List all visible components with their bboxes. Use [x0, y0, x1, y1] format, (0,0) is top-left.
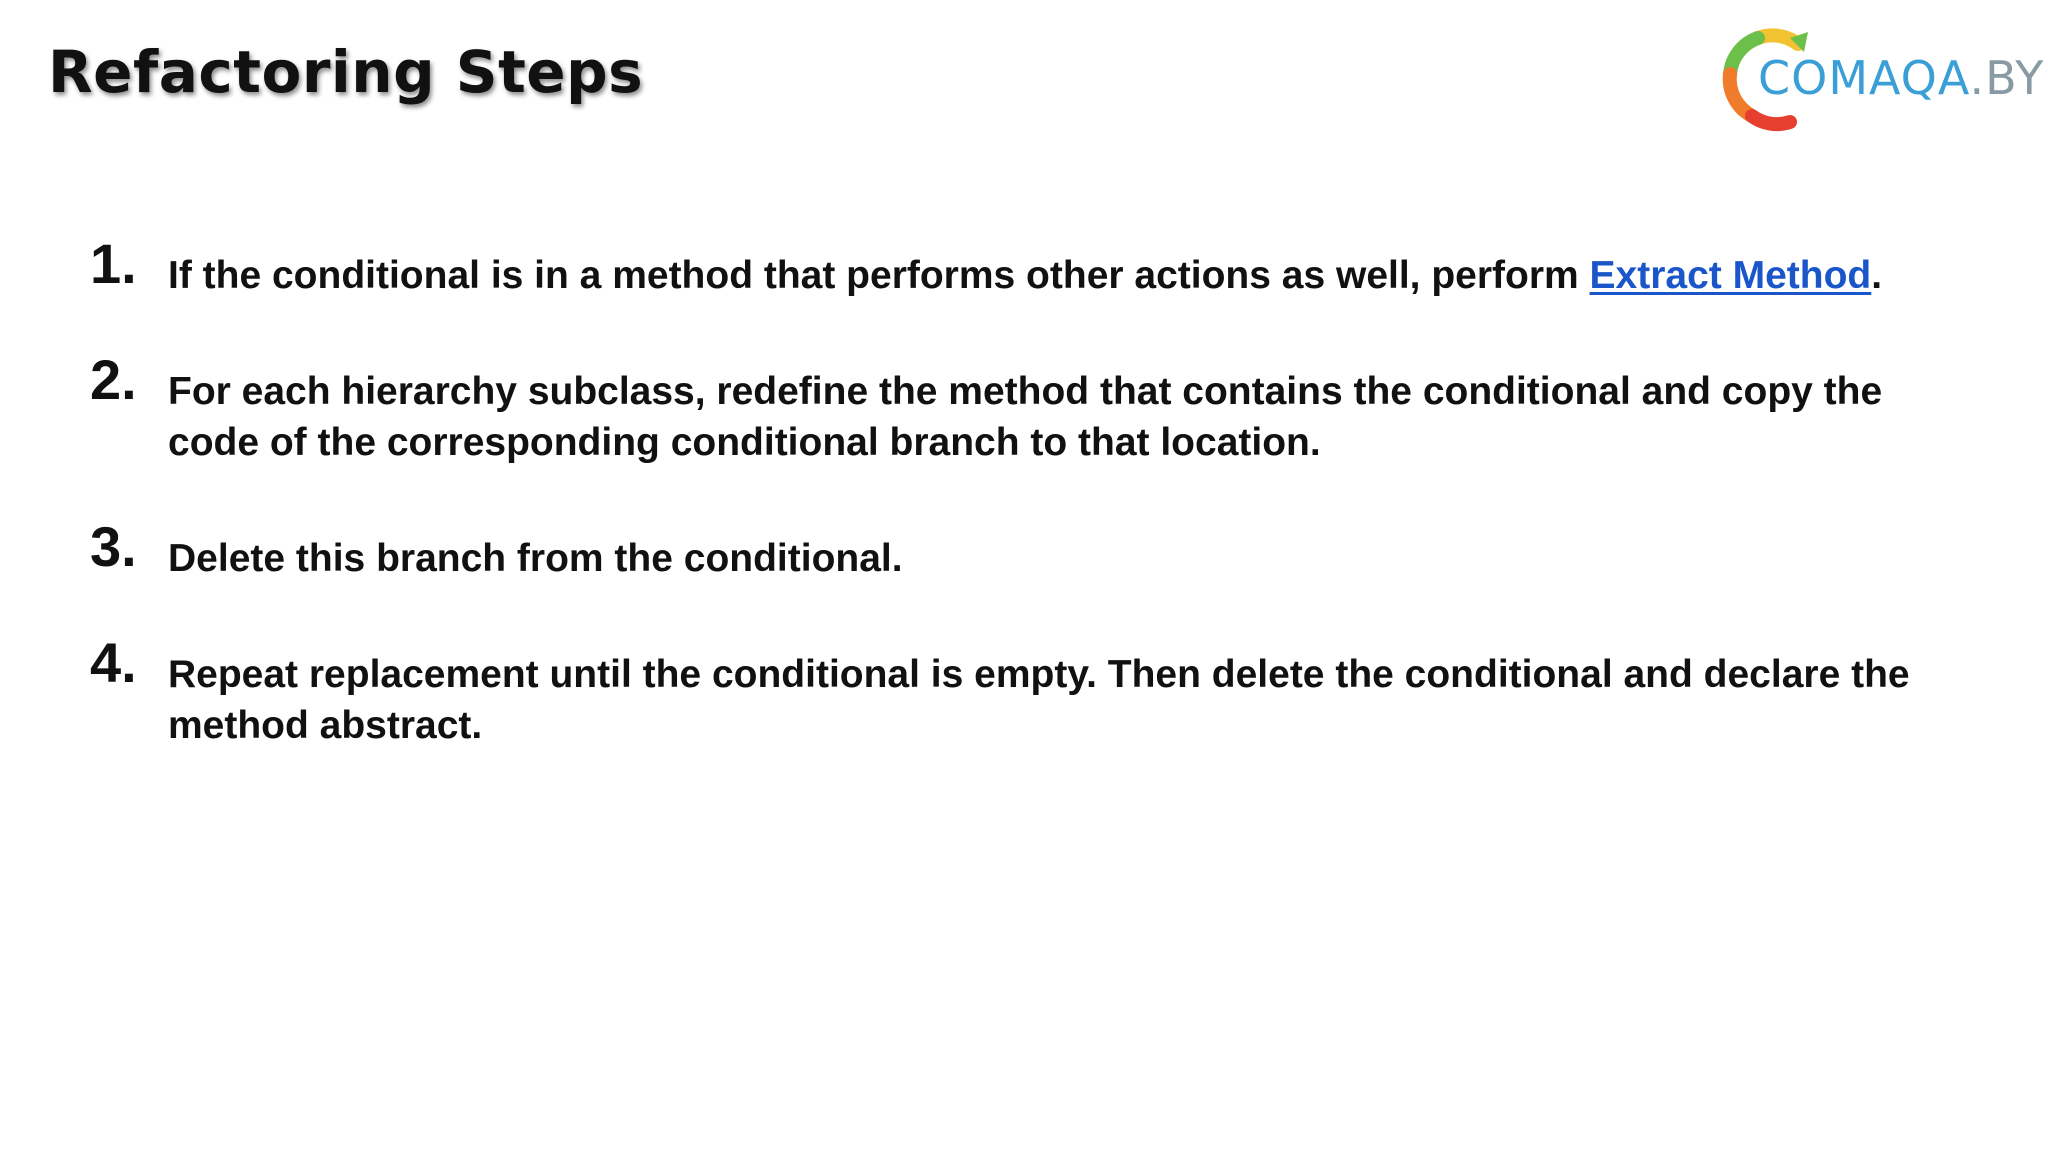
step-4: [90, 631, 1930, 751]
logo-suffix: .BY: [1969, 51, 2045, 105]
comaqa-logo: [1718, 26, 2045, 132]
step-text: For each hierarchy subclass, redefine the method that contains the conditional and copy the code of the corresponding conditional branch to that location.: [168, 370, 1883, 464]
extract-method-link[interactable]: Extract Method: [1589, 254, 1872, 297]
step-number: 3.: [90, 515, 137, 578]
step-text: Repeat replacement until the conditional is empty. Then delete the conditional and declare the method abstract.: [168, 653, 1910, 747]
slide-title: Refactoring Steps: [48, 38, 644, 106]
step-3: [90, 515, 1930, 584]
step-text: [168, 236, 1930, 301]
logo-wordmark: [1758, 51, 2044, 105]
step-text-after-link: .: [1871, 254, 1883, 297]
step-1: [90, 232, 1930, 301]
step-number: 1.: [90, 232, 137, 295]
step-text-before-link: If the conditional is in a method that performs other actions as well, perform: [168, 254, 1590, 297]
refactoring-steps-list: [90, 232, 1930, 802]
step-text: Delete this branch from the conditional.: [168, 537, 903, 580]
step-2: [90, 348, 1930, 468]
logo-name: COMAQA: [1758, 51, 1970, 105]
step-number: 4.: [90, 631, 137, 694]
step-number: 2.: [90, 348, 137, 411]
